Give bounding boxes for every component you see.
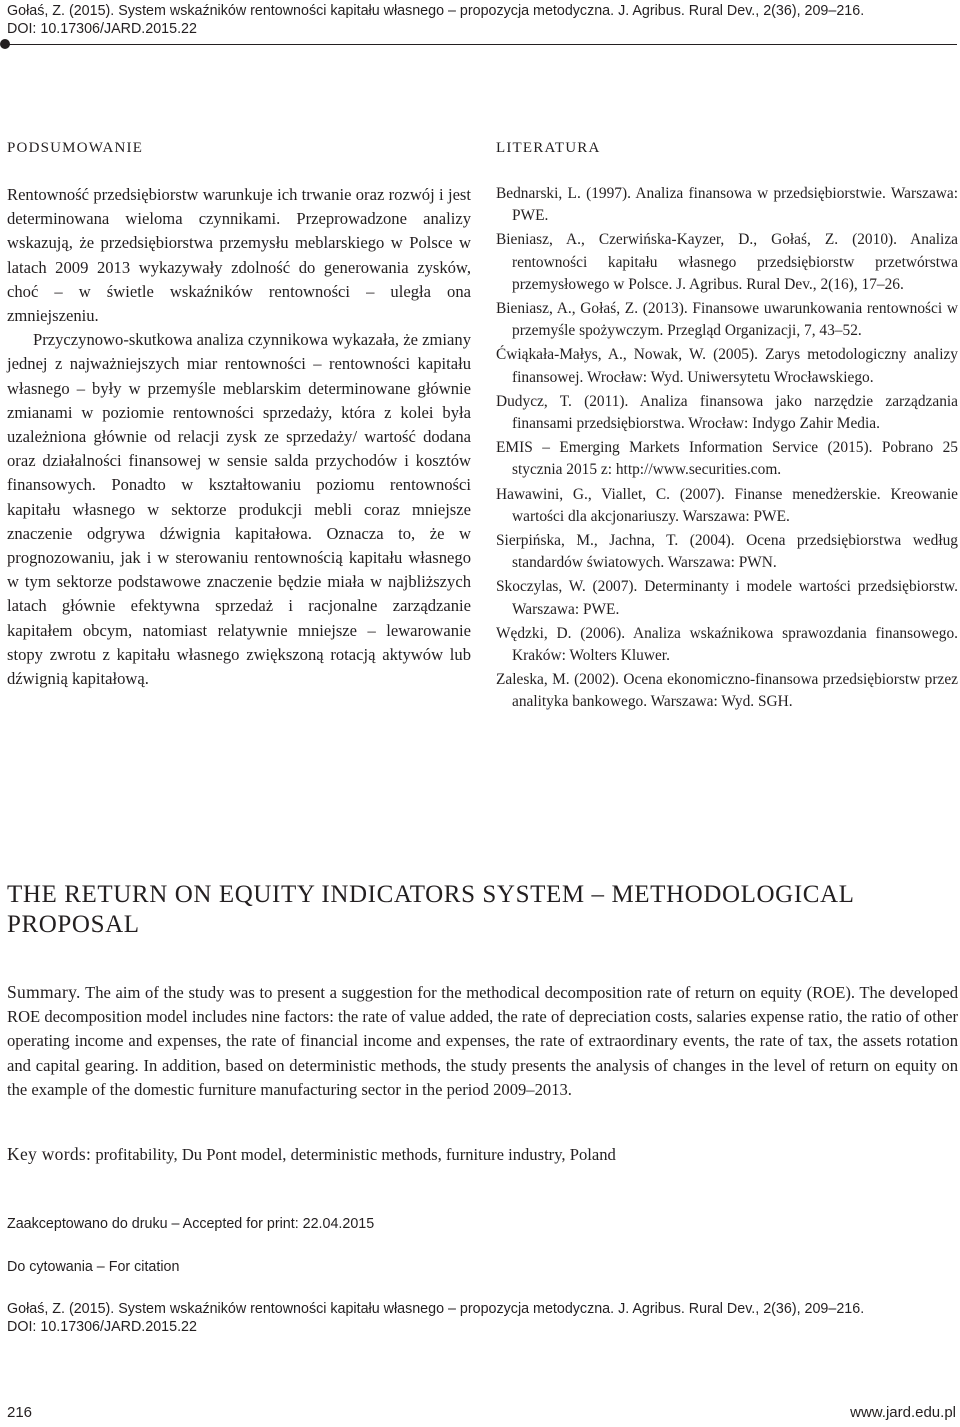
header-citation: Gołaś, Z. (2015). System wskaźników rentowności kapitału własnego – propozycja metodyczna. J. Agribus. Rural Dev., 2(36), 209–216. bbox=[7, 3, 865, 19]
reference-list bbox=[496, 183, 958, 716]
reference-item: Dudycz, T. (2011). Analiza finansowa jako narzędzie zarządzania finansami przedsiębiorstwa. Wrocław: Indygo Zahir Media. bbox=[496, 392, 958, 433]
accepted-date: Zaakceptowano do druku – Accepted for print: 22.04.2015 bbox=[7, 1216, 375, 1232]
keywords bbox=[7, 1142, 958, 1167]
reference-item: Zaleska, M. (2002). Ocena ekonomiczno-finansowa przedsiębiorstw przez analityka bankowego. Warszawa: Wyd. SGH. bbox=[496, 671, 958, 711]
summary-heading: podsumowanie bbox=[7, 133, 144, 157]
english-title: THE RETURN ON EQUITY INDICATORS SYSTEM – METHODOLOGICAL PROPOSAL bbox=[7, 881, 854, 938]
running-header bbox=[7, 2, 955, 38]
reference-item: Hawawini, G., Viallet, C. (2007). Finanse menedżerskie. Kreowanie wartości dla akcjonariuszy. Warszawa: PWE. bbox=[496, 485, 958, 525]
reference-item: Bieniasz, A., Czerwińska-Kayzer, D., Gołaś, Z. (2010). Analiza rentowności kapitału własnego przedsiębiorstw przetwórstwa przemysłowego w Polsce. J. Agribus. Rural Dev., 2(16), 17–26. bbox=[496, 231, 958, 293]
reference-item: Bednarski, L. (1997). Analiza finansowa w przedsiębiorstwie. Warszawa: PWE. bbox=[496, 185, 958, 225]
journal-website: www.jard.edu.pl bbox=[850, 1404, 956, 1421]
reference-item: Ćwiąkała-Małys, A., Nowak, W. (2005). Zarys metodologiczny analizy finansowej. Wrocław: Wyd. Uniwersytetu Wrocławskiego. bbox=[496, 346, 958, 386]
reference-item: Skoczylas, W. (2007). Determinanty i modele wartości przedsiębiorstw. Warszawa: PWE. bbox=[496, 578, 958, 618]
reference-item: Bieniasz, A., Gołaś, Z. (2013). Finansowe uwarunkowania rentowności w przemyśle spożywczym. Przegląd Organizacji, 7, 43–52. bbox=[496, 300, 958, 340]
reference-item: Sierpińska, M., Jachna, T. (2004). Ocena przedsiębiorstwa według standardów światowych. Warszawa: PWN. bbox=[496, 532, 958, 572]
summary-label: Summary. bbox=[7, 982, 81, 1002]
for-citation-label: Do cytowania – For citation bbox=[7, 1259, 180, 1275]
polish-summary bbox=[7, 183, 471, 691]
keywords-text: profitability, Du Pont model, deterministic methods, furniture industry, Poland bbox=[95, 1145, 616, 1164]
citation-doi: DOI: 10.17306/JARD.2015.22 bbox=[7, 1319, 197, 1335]
summary-text: The aim of the study was to present a suggestion for the methodical decomposition rate of return on equity (ROE). The developed ROE decomposition model includes nine factors: the rate of value added, the rate of depreciation costs, salaries expense ratio, the ratio of other operating income and expenses, the rate of financial income and expenses, the rate of extraordinary events, the rate of tax, the assets rotation and capital gearing. In addition, based on deterministic methods, the study presents the analysis of changes in the level of return on equity on the example of the domestic furniture manufacturing sector in the period 2009–2013. bbox=[7, 983, 958, 1099]
reference-item: EMIS – Emerging Markets Information Service (2015). Pobrano 25 stycznia 2015 z: http://www.securities.com. bbox=[496, 439, 958, 479]
reference-item: Wędzki, D. (2006). Analiza wskaźnikowa sprawozdania finansowego. Kraków: Wolters Kluwer. bbox=[496, 624, 958, 665]
summary-paragraph-2: Przyczynowo-skutkowa analiza czynnikowa wykazała, że zmiany jednej z najważniejszych miar rentowności – rentowności kapitału własnego – były w przemyśle meblarskim determinowane głównie zmianami w poziomie rentowności sprzedaży, która z kolei była uzależniona głównie od relacji zysk ze sprzedaży/ wartość dodana oraz działalności finansowej w sensie salda przychodów i kosztów finansowych. Ponadto w kształtowaniu poziomu rentowności kapitału własnego w sektorze produkcji mebli coraz mniejsze znaczenie odgrywa dźwignia kapitałowa. Oznacza to, że w prognozowaniu, jak i w sterowaniu rentownością kapitału własnego w tym sektorze podstawowe znaczenie będzie miała w najbliższych latach głównie efektywna sprzedaż i racjonalne zarządzanie kapitałem obcym, natomiast relatywnie mniejsze – lewarowanie stopy zwrotu z kapitału własnego zwiększoną rotacją aktywów lub dźwignią kapitałową. bbox=[7, 330, 471, 689]
references-heading: literatura bbox=[496, 133, 601, 157]
english-summary bbox=[7, 980, 958, 1102]
header-rule-bullet bbox=[0, 39, 10, 49]
citation-text: Gołaś, Z. (2015). System wskaźników rentowności kapitału własnego – propozycja metodyczna. J. Agribus. Rural Dev., 2(36), 209–216. bbox=[7, 1301, 865, 1317]
summary-paragraph-1: Rentowność przedsiębiorstw warunkuje ich trwanie oraz rozwój i jest determinowana wieloma czynnikami. Przeprowadzone analizy wskazują, że przedsiębiorstwa przemysłu meblarskiego w Polsce w latach 2009 2013 wykazywały zdolność do generowania zysków, choć – w świetle wskaźników rentowności – uległa ona zmniejszeniu. bbox=[7, 185, 471, 326]
header-rule bbox=[4, 44, 957, 45]
keywords-label: Key words: bbox=[7, 1144, 92, 1164]
page-number: 216 bbox=[7, 1404, 33, 1421]
header-doi: DOI: 10.17306/JARD.2015.22 bbox=[7, 21, 197, 37]
citation-block bbox=[7, 1300, 958, 1336]
